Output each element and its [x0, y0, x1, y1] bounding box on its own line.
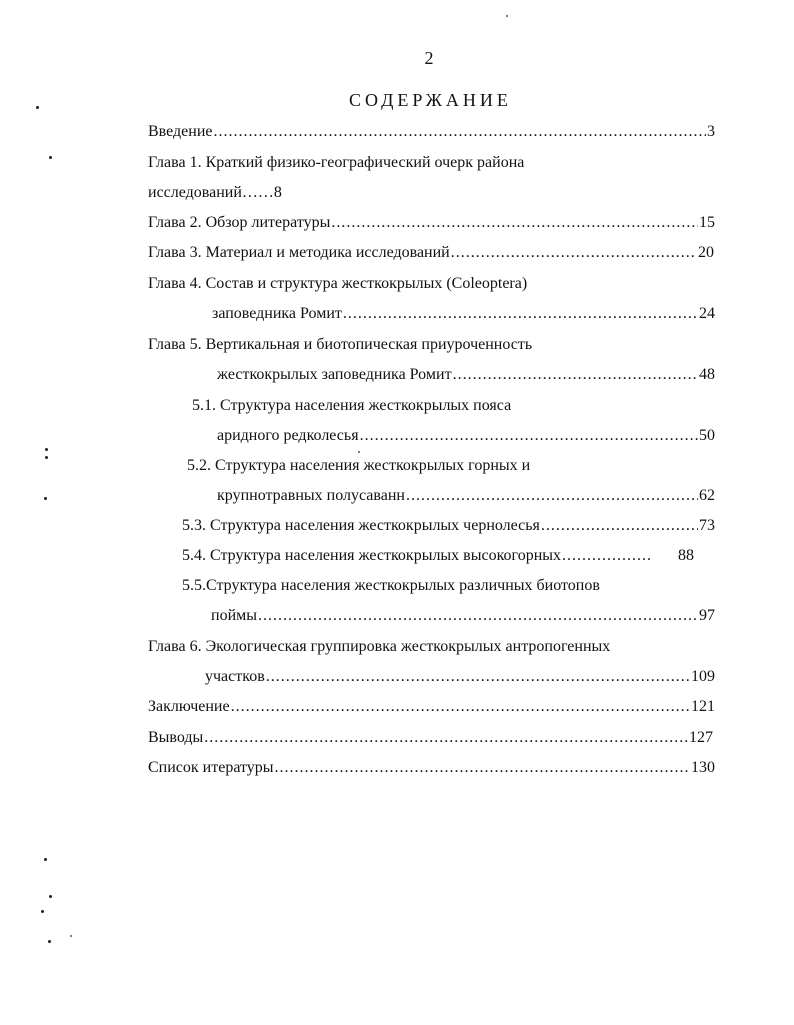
- toc-entry-title: Глава 6. Экологическая группировка жесткокрылых антропогенных: [148, 638, 611, 655]
- toc-entry-chapter-6[interactable]: [148, 636, 610, 658]
- toc-entry-section-5-5[interactable]: [182, 575, 600, 597]
- toc-page-number: 121: [691, 698, 715, 715]
- toc-page-number: 130: [691, 759, 715, 776]
- toc-leader-dots: [562, 545, 652, 567]
- toc-entry-chapter-1[interactable]: [148, 152, 524, 174]
- toc-entry-title: поймы: [211, 607, 257, 624]
- toc-page-number: 62: [699, 487, 715, 504]
- scan-speck: [41, 910, 44, 913]
- toc-entry-chapter-5[interactable]: [148, 334, 532, 356]
- toc-entry-conclusion[interactable]: [148, 696, 715, 718]
- toc-leader-dots: [258, 605, 698, 627]
- toc-entry-introduction[interactable]: [148, 121, 715, 143]
- scan-speck: [36, 106, 39, 109]
- toc-page-number: 127: [689, 729, 713, 746]
- scan-speck: [44, 497, 47, 500]
- toc-entry-title: 5.3. Структура населения жесткокрылых чернолесья: [182, 517, 540, 534]
- scan-speck: [45, 448, 48, 451]
- toc-leader-dots: [343, 303, 698, 325]
- toc-page-number: 109: [691, 668, 715, 685]
- toc-leader-dots: [360, 425, 698, 447]
- toc-entry-findings[interactable]: [148, 727, 713, 749]
- toc-entry-title: Введение: [148, 123, 213, 140]
- toc-entry-title: Глава 1. Краткий физико-географический очерк района: [148, 154, 525, 171]
- toc-entry-section-5-3[interactable]: [182, 515, 715, 537]
- toc-entry-title: 5.4. Структура населения жесткокрылых высокогорных: [182, 547, 562, 564]
- page-number: 2: [424, 48, 434, 68]
- toc-entry-title: Заключение: [148, 698, 230, 715]
- toc-page-number: 73: [699, 517, 715, 534]
- toc-entry-title: участков: [205, 668, 265, 685]
- toc-entry-chapter-4-cont[interactable]: [212, 303, 715, 325]
- scan-speck: [49, 156, 52, 159]
- toc-leader-dots: [204, 727, 688, 749]
- toc-leader-dots: [453, 364, 698, 386]
- toc-leader-dots: [331, 212, 698, 234]
- toc-entry-title: аридного редколесья: [217, 427, 359, 444]
- toc-leader-dots: [214, 121, 707, 143]
- toc-entry-title: Глава 3. Материал и методика исследований: [148, 244, 450, 261]
- toc-entry-chapter-3[interactable]: [148, 242, 714, 264]
- toc-entry-title: Глава 5. Вертикальная и биотопическая приуроченность: [148, 336, 533, 353]
- toc-page-number: 15: [699, 214, 715, 231]
- toc-entry-title: Глава 2. Обзор литературы: [148, 214, 331, 231]
- toc-page-number: 3: [707, 123, 715, 140]
- scan-speck: [49, 895, 52, 898]
- toc-entry-chapter-2[interactable]: [148, 212, 715, 234]
- toc-entry-chapter-4[interactable]: [148, 273, 527, 295]
- scan-speck: [48, 940, 51, 943]
- toc-entry-section-5-1-cont[interactable]: [217, 425, 715, 447]
- toc-entry-title: 5.1. Структура населения жесткокрылых пояса: [192, 397, 512, 414]
- toc-leader-dots: [275, 757, 690, 779]
- toc-entry-chapter-6-cont[interactable]: [205, 666, 715, 688]
- toc-entry-section-5-2-cont[interactable]: [217, 485, 715, 507]
- toc-entry-section-5-1[interactable]: [192, 395, 511, 417]
- toc-entry-title: заповедника Ромит: [212, 305, 342, 322]
- toc-page-number: 24: [699, 305, 715, 322]
- toc-page-number: 20: [698, 244, 714, 261]
- toc-entry-references[interactable]: [148, 757, 715, 779]
- toc-entry-title: Список итературы: [148, 759, 274, 776]
- toc-entry-section-5-2[interactable]: [187, 455, 530, 477]
- toc-leader-dots: [451, 242, 697, 264]
- scan-speck: [44, 858, 47, 861]
- scan-speck: [70, 935, 72, 937]
- scan-speck: [358, 451, 360, 453]
- toc-page-number: 88: [678, 547, 695, 564]
- toc-entry-chapter-1-cont[interactable]: [148, 182, 282, 204]
- toc-entry-section-5-5-cont[interactable]: [211, 605, 715, 627]
- toc-entry-title: Выводы: [148, 729, 204, 746]
- toc-entry-section-5-4[interactable]: [182, 545, 712, 567]
- scan-speck: [45, 456, 48, 459]
- toc-page-number: 48: [699, 366, 715, 383]
- scan-speck: [506, 15, 508, 17]
- page-title: СОДЕРЖАНИЕ: [349, 90, 512, 110]
- toc-leader-dots: [231, 696, 690, 718]
- toc-entry-title: Глава 4. Состав и структура жесткокрылых (Coleoptera): [148, 275, 528, 292]
- toc-entry-title: 5.5.Структура населения жесткокрылых различных биотопов: [182, 577, 600, 594]
- toc-entry-title: крупнотравных полусаванн: [217, 487, 405, 504]
- toc-entry-title: 5.2. Структура населения жесткокрылых горных и: [187, 457, 531, 474]
- toc-entry-chapter-5-cont[interactable]: [217, 364, 715, 386]
- toc-page-number: 97: [699, 607, 715, 624]
- toc-entry-title: исследований……8: [148, 184, 282, 201]
- toc-page-number: 50: [699, 427, 715, 444]
- toc-leader-dots: [541, 515, 698, 537]
- toc-entry-title: жесткокрылых заповедника Ромит: [217, 366, 452, 383]
- toc-leader-dots: [266, 666, 690, 688]
- toc-leader-dots: [406, 485, 698, 507]
